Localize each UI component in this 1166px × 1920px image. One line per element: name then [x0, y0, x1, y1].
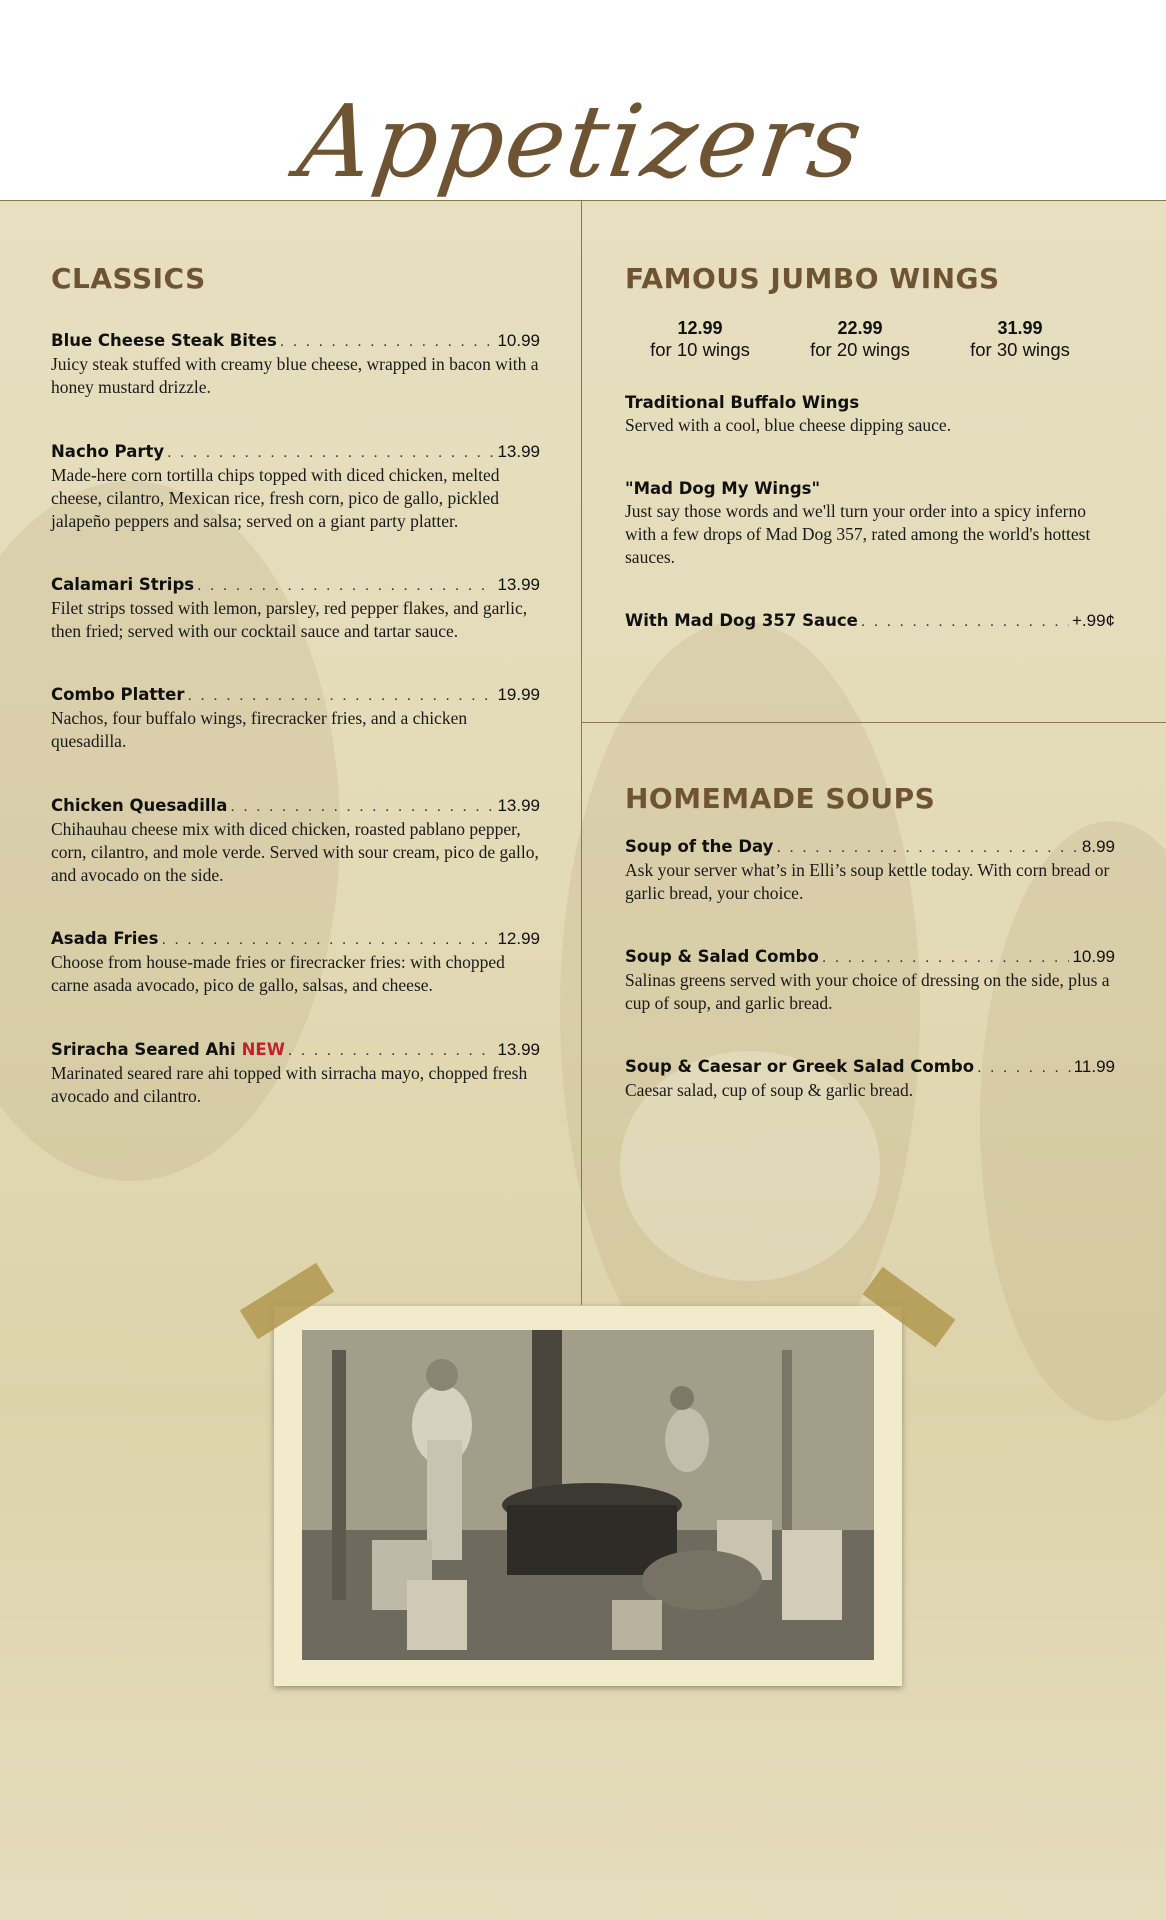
item-price: 13.99: [497, 575, 540, 594]
item-name: Chicken Quesadilla: [51, 796, 228, 815]
tier-price: 12.99: [677, 318, 723, 338]
tier-price: 31.99: [997, 318, 1043, 338]
item-name: Asada Fries: [51, 929, 159, 948]
item-price: 11.99: [1073, 1057, 1115, 1076]
item-price: 8.99: [1081, 837, 1115, 856]
new-badge: NEW: [241, 1040, 285, 1059]
wings-tier: [625, 317, 775, 361]
item-name: "Mad Dog My Wings": [625, 479, 821, 498]
leader-dots: [197, 577, 494, 595]
item-name: Traditional Buffalo Wings: [625, 393, 860, 412]
tier-count: for 30 wings: [970, 339, 1070, 360]
leader-dots: [822, 949, 1070, 967]
vintage-kitchen-photo: [302, 1330, 874, 1660]
item-description: Choose from house-made fries or firecracker fries: with chopped carne asada avocado, pico de gallo, salsas, and cheese.: [51, 952, 505, 995]
item-description: Served with a cool, blue cheese dipping sauce.: [625, 415, 952, 435]
menu-item: [625, 393, 1115, 437]
item-price: 10.99: [1072, 947, 1115, 966]
item-price: 10.99: [497, 331, 540, 350]
menu-item: [51, 1040, 540, 1108]
item-price: 13.99: [497, 796, 540, 815]
menu-item: [625, 837, 1115, 905]
tier-count: for 10 wings: [650, 339, 750, 360]
item-description: Chihauhau cheese mix with diced chicken, roasted pablano pepper, corn, cilantro, and mole verde. Served with sour cream, pico de gallo, and avocado on the side.: [51, 819, 539, 885]
wings-heading: FAMOUS JUMBO WINGS: [625, 262, 1000, 295]
menu-item: [625, 947, 1115, 1015]
classics-section: [51, 262, 540, 1108]
item-price: 13.99: [497, 1040, 540, 1059]
wings-price-tiers: [625, 317, 1095, 361]
menu-item: [625, 1057, 1115, 1102]
item-description: Just say those words and we'll turn your order into a spicy inferno with a few drops of Mad Dog 357, rated among the world's hottest sauces.: [625, 501, 1091, 567]
leader-dots: [167, 444, 494, 462]
leader-dots: [280, 333, 495, 351]
photo-illustration: [302, 1330, 874, 1660]
divider-vertical: [581, 201, 582, 1305]
item-name: Soup & Salad Combo: [625, 947, 819, 966]
wings-tier: [945, 317, 1095, 361]
classics-heading: CLASSICS: [51, 262, 206, 295]
soups-section: [625, 782, 1115, 1102]
tier-price: 22.99: [837, 318, 883, 338]
item-description: Caesar salad, cup of soup & garlic bread.: [625, 1080, 914, 1100]
item-description: Marinated seared rare ahi topped with sirracha mayo, chopped fresh avocado and cilantro.: [51, 1063, 528, 1106]
menu-item: [51, 331, 540, 399]
item-price: 13.99: [497, 442, 540, 461]
item-description: Juicy steak stuffed with creamy blue cheese, wrapped in bacon with a honey mustard drizzle.: [51, 354, 539, 397]
wings-section: [625, 262, 1115, 631]
item-name: Calamari Strips: [51, 575, 195, 594]
leader-dots: [230, 798, 494, 816]
soups-heading: HOMEMADE SOUPS: [625, 782, 936, 815]
item-name: Soup of the Day: [625, 837, 774, 856]
item-price: 19.99: [497, 685, 540, 704]
item-name: With Mad Dog 357 Sauce: [625, 611, 858, 630]
wings-tier: [785, 317, 935, 361]
menu-item: [51, 929, 540, 997]
menu-item-addon: [625, 611, 1115, 631]
item-price: +.99¢: [1071, 611, 1115, 630]
leader-dots: [161, 931, 494, 949]
item-description: Ask your server what’s in Elli’s soup kettle today. With corn bread or garlic bread, your choice.: [625, 860, 1110, 903]
item-name: Sriracha Seared Ahi: [51, 1040, 236, 1059]
item-name: Nacho Party: [51, 442, 165, 461]
menu-item: [51, 442, 540, 533]
leader-dots: [188, 687, 495, 705]
item-name: Combo Platter: [51, 685, 185, 704]
divider-middle: [582, 722, 1166, 723]
menu-item: [51, 575, 540, 643]
menu-item: [625, 479, 1115, 569]
page-title: Appetizers: [291, 83, 871, 200]
item-description: Salinas greens served with your choice of dressing on the side, plus a cup of soup, and garlic bread.: [625, 970, 1110, 1013]
photo-frame: [274, 1306, 902, 1686]
item-name: Soup & Caesar or Greek Salad Combo: [625, 1057, 975, 1076]
item-name: Blue Cheese Steak Bites: [51, 331, 277, 350]
leader-dots: [861, 613, 1069, 631]
leader-dots: [288, 1042, 495, 1060]
item-description: Made-here corn tortilla chips topped with diced chicken, melted cheese, cilantro, Mexican rice, fresh corn, pico de gallo, pickled jalapeño peppers and salsa; served on a giant party platter.: [51, 465, 500, 531]
item-description: Filet strips tossed with lemon, parsley, red pepper flakes, and garlic, then fried; served with our cocktail sauce and tartar sauce.: [51, 598, 528, 641]
leader-dots: [776, 839, 1078, 857]
leader-dots: [977, 1059, 1071, 1077]
menu-item: [51, 685, 540, 753]
item-description: Nachos, four buffalo wings, firecracker fries, and a chicken quesadilla.: [51, 708, 468, 751]
tier-count: for 20 wings: [810, 339, 910, 360]
item-price: 12.99: [497, 929, 540, 948]
menu-item: [51, 796, 540, 887]
